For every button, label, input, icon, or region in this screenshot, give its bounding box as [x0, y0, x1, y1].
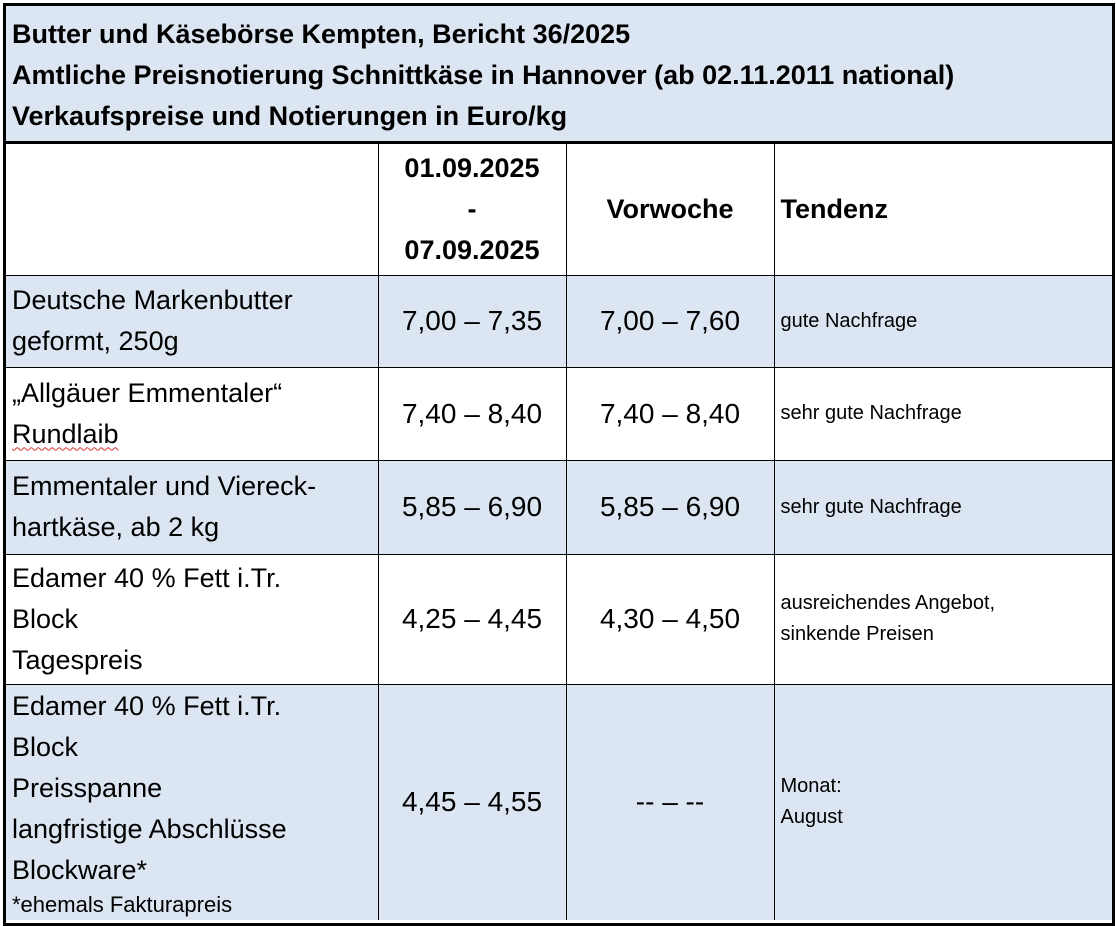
trend-line: Monat:	[780, 775, 842, 798]
current-price: 5,85 – 6,90	[378, 460, 566, 554]
header-trend: Tendenz	[774, 144, 1112, 275]
product-line: Emmentaler und Viereck-	[12, 471, 317, 501]
previous-price: -- – --	[566, 684, 774, 920]
trend-cell	[774, 684, 1112, 920]
trend-cell	[774, 460, 1112, 554]
product-cell	[6, 554, 378, 684]
report-unit-note: Verkaufspreise und Notierungen in Euro/kg	[12, 101, 568, 131]
table-row	[6, 367, 1112, 460]
price-table	[6, 144, 1112, 920]
product-line: Deutsche Markenbutter	[12, 285, 293, 315]
product-cell	[6, 684, 378, 920]
trend-line: ausreichendes Angebot,	[780, 592, 996, 614]
product-line: langfristige Abschlüsse	[12, 813, 287, 844]
header-product	[6, 144, 378, 275]
product-line: „Allgäuer Emmentaler“	[12, 377, 283, 408]
report-table-frame	[3, 3, 1115, 926]
trend-cell	[774, 554, 1112, 684]
trend-line: sehr gute Nachfrage	[780, 402, 962, 424]
product-cell	[6, 460, 378, 554]
current-price: 4,25 – 4,45	[378, 554, 566, 684]
product-cell	[6, 367, 378, 460]
product-line: Rundlaib	[12, 418, 119, 449]
product-line: Edamer 40 % Fett i.Tr.	[12, 562, 282, 593]
header-period-separator: -	[467, 193, 477, 224]
product-footnote: *ehemals Fakturapreis	[12, 891, 233, 917]
product-line: Block	[12, 731, 79, 762]
product-line: Edamer 40 % Fett i.Tr.	[12, 690, 282, 721]
product-cell	[6, 275, 378, 367]
report-title: Butter und Käsebörse Kempten, Bericht 36/2025	[12, 19, 631, 49]
table-row	[6, 684, 1112, 920]
product-line: Preisspanne	[12, 772, 163, 803]
previous-price: 7,40 – 8,40	[566, 367, 774, 460]
table-header-row	[6, 144, 1112, 275]
report-subtitle: Amtliche Preisnotierung Schnittkäse in Hannover (ab 02.11.2011 national)	[12, 60, 955, 90]
trend-line: sehr gute Nachfrage	[780, 495, 962, 518]
header-period	[378, 144, 566, 275]
previous-price: 4,30 – 4,50	[566, 554, 774, 684]
header-previous: Vorwoche	[566, 144, 774, 275]
trend-line: sinkende Preisen	[780, 623, 934, 645]
product-line: hartkäse, ab 2 kg	[12, 512, 220, 542]
header-period-end: 07.09.2025	[404, 234, 540, 265]
previous-price: 5,85 – 6,90	[566, 460, 774, 554]
trend-line: gute Nachfrage	[780, 309, 918, 332]
current-price: 4,45 – 4,55	[378, 684, 566, 920]
product-line: Block	[12, 603, 79, 634]
table-row	[6, 460, 1112, 554]
table-row	[6, 275, 1112, 367]
table-row	[6, 554, 1112, 684]
current-price: 7,00 – 7,35	[378, 275, 566, 367]
header-period-start: 01.09.2025	[404, 152, 540, 183]
trend-cell	[774, 367, 1112, 460]
trend-cell	[774, 275, 1112, 367]
product-line: Blockware*	[12, 854, 148, 885]
product-line: Tagespreis	[12, 644, 143, 675]
previous-price: 7,00 – 7,60	[566, 275, 774, 367]
report-header	[6, 6, 1112, 144]
trend-line: August	[780, 806, 843, 829]
current-price: 7,40 – 8,40	[378, 367, 566, 460]
product-line: geformt, 250g	[12, 326, 179, 356]
